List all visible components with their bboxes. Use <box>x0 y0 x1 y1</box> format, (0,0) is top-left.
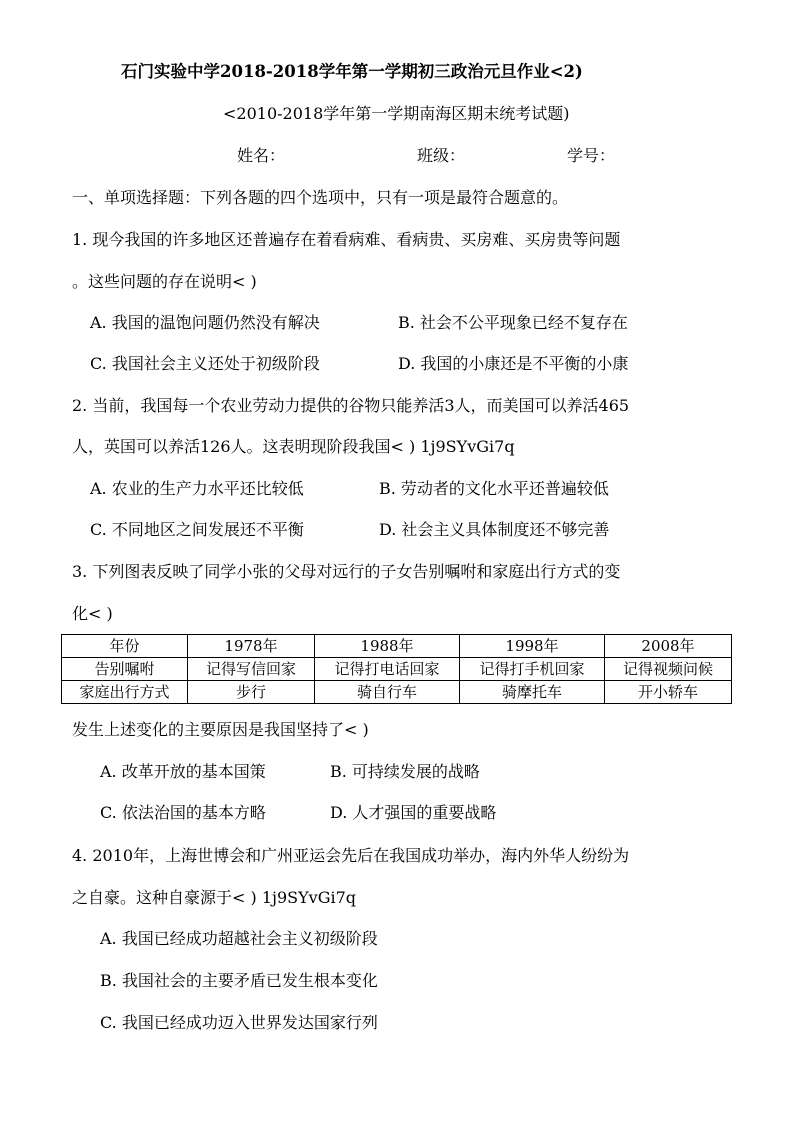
q2-stem-line2: 人，英国可以养活126人。这表明现阶段我国< ) 1j9SYvGi7q <box>72 437 515 456</box>
student-number-field-label: 学号： <box>567 146 616 165</box>
q2-stem-line1: 2. 当前，我国每一个农业劳动力提供的谷物只能养活3人，而美国可以养活465 <box>72 396 630 415</box>
table-cell: 开小轿车 <box>605 681 732 704</box>
table-cell: 骑自行车 <box>315 681 460 704</box>
q3-option-b: B. 可持续发展的战略 <box>330 762 480 781</box>
q3-after-table: 发生上述变化的主要原因是我国坚持了< ) <box>72 720 369 739</box>
q1-option-d: D. 我国的小康还是不平衡的小康 <box>398 354 629 373</box>
q4-stem-line1: 4. 2010年，上海世博会和广州亚运会先后在我国成功举办，海内外华人纷纷为 <box>72 846 630 865</box>
document-subtitle: <2010-2018学年第一学期南海区期末统考试题) <box>223 104 570 123</box>
table-cell: 1978年 <box>188 635 315 658</box>
class-field-label: 班级： <box>417 146 466 165</box>
q4-option-b: B. 我国社会的主要矛盾已发生根本变化 <box>100 971 378 990</box>
q3-option-a: A. 改革开放的基本国策 <box>100 762 266 781</box>
q3-stem-line2: 化< ) <box>72 604 113 623</box>
table-cell: 年份 <box>62 635 188 658</box>
q2-option-d: D. 社会主义具体制度还不够完善 <box>379 520 610 539</box>
table-cell: 记得打电话回家 <box>315 658 460 681</box>
q4-option-a: A. 我国已经成功超越社会主义初级阶段 <box>100 929 378 948</box>
q1-option-b: B. 社会不公平现象已经不复存在 <box>398 313 628 332</box>
table-cell: 1998年 <box>460 635 605 658</box>
q3-stem-line1: 3. 下列图表反映了同学小张的父母对远行的子女告别嘱咐和家庭出行方式的变 <box>72 562 621 581</box>
q4-stem-line2: 之自豪。这种自豪源于< ) 1j9SYvGi7q <box>72 888 357 907</box>
q3-option-c: C. 依法治国的基本方略 <box>100 803 266 822</box>
table-cell: 步行 <box>188 681 315 704</box>
q1-stem-line2: 。这些问题的存在说明< ) <box>72 272 257 291</box>
table-row <box>62 658 732 681</box>
table-cell: 家庭出行方式 <box>62 681 188 704</box>
q2-option-a: A. 农业的生产力水平还比较低 <box>90 479 304 498</box>
name-field-label: 姓名： <box>237 146 286 165</box>
q3-option-d: D. 人才强国的重要战略 <box>330 803 497 822</box>
q1-option-c: C. 我国社会主义还处于初级阶段 <box>90 354 320 373</box>
table-cell: 骑摩托车 <box>460 681 605 704</box>
q3-table <box>61 634 732 704</box>
table-cell: 记得视频问候 <box>605 658 732 681</box>
table-row <box>62 681 732 704</box>
table-cell: 2008年 <box>605 635 732 658</box>
table-cell: 1988年 <box>315 635 460 658</box>
table-row <box>62 635 732 658</box>
table-cell: 告别嘱咐 <box>62 658 188 681</box>
section-heading: 一、单项选择题：下列各题的四个选项中，只有一项是最符合题意的。 <box>72 188 569 207</box>
q4-option-c: C. 我国已经成功迈入世界发达国家行列 <box>100 1013 378 1032</box>
q1-option-a: A. 我国的温饱问题仍然没有解决 <box>90 313 320 332</box>
table-cell: 记得写信回家 <box>188 658 315 681</box>
q2-option-c: C. 不同地区之间发展还不平衡 <box>90 520 304 539</box>
q1-stem-line1: 1. 现今我国的许多地区还普遍存在着看病难、看病贵、买房难、买房贵等问题 <box>72 230 621 249</box>
table-cell: 记得打手机回家 <box>460 658 605 681</box>
document-title: 石门实验中学2018-2018学年第一学期初三政治元旦作业<2) <box>121 62 583 81</box>
q2-option-b: B. 劳动者的文化水平还普遍较低 <box>379 479 609 498</box>
